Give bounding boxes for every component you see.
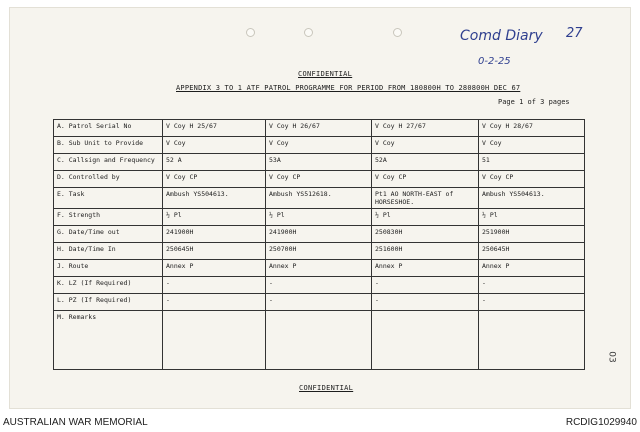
record-id: RCDIG1029940 [565, 417, 637, 428]
table-row [54, 137, 585, 154]
table-cell [266, 311, 372, 370]
page-number: Page 1 of 3 pages [498, 98, 570, 106]
table-cell: V Coy [479, 137, 585, 154]
institution-label: AUSTRALIAN WAR MEMORIAL [3, 417, 148, 428]
table-cell [163, 311, 266, 370]
classification-bottom: CONFIDENTIAL [299, 384, 354, 392]
table-cell: V Coy [163, 137, 266, 154]
table-cell: 241900H [266, 226, 372, 243]
handwritten-number: 27 [566, 26, 583, 41]
table-cell: Ambush YS504613. [479, 188, 585, 209]
punch-hole [246, 28, 255, 37]
table-cell: V Coy CP [266, 171, 372, 188]
table-cell: V Coy CP [163, 171, 266, 188]
table-row [54, 277, 585, 294]
table-cell: ½ Pl [372, 209, 479, 226]
table-cell: V Coy H 28/67 [479, 120, 585, 137]
row-label: D. Controlled by [54, 171, 163, 188]
table-cell: Annex P [163, 260, 266, 277]
table-cell: V Coy H 26/67 [266, 120, 372, 137]
table-cell: 52A [372, 154, 479, 171]
classification-top: CONFIDENTIAL [298, 70, 353, 78]
table-cell: - [479, 294, 585, 311]
table-row [54, 260, 585, 277]
row-label: F. Strength [54, 209, 163, 226]
table-cell: ½ Pl [163, 209, 266, 226]
table-cell: Pt1 AO NORTH-EAST of HORSESHOE. [372, 188, 479, 209]
table-cell: 53A [266, 154, 372, 171]
row-label: K. LZ (If Required) [54, 277, 163, 294]
handwritten-date: 0-2-25 [478, 56, 511, 67]
table-cell: 250645H [163, 243, 266, 260]
table-cell: - [163, 294, 266, 311]
table-cell: Ambush YS504613. [163, 188, 266, 209]
row-label: A. Patrol Serial No [54, 120, 163, 137]
row-label: C. Callsign and Frequency [54, 154, 163, 171]
row-label: L. PZ (If Required) [54, 294, 163, 311]
row-label: M. Remarks [54, 311, 163, 370]
row-label: J. Route [54, 260, 163, 277]
table-cell: - [372, 277, 479, 294]
punch-hole [304, 28, 313, 37]
table-cell: ½ Pl [266, 209, 372, 226]
row-label: B. Sub Unit to Provide [54, 137, 163, 154]
table-cell: - [266, 294, 372, 311]
table-cell: V Coy H 27/67 [372, 120, 479, 137]
table-cell: Annex P [479, 260, 585, 277]
handwritten-note: Comd Diary [460, 28, 543, 44]
table-cell: 250645H [479, 243, 585, 260]
table-cell [372, 311, 479, 370]
table-cell: 251900H [479, 226, 585, 243]
table-cell: 251600H [372, 243, 479, 260]
table-row [54, 154, 585, 171]
table-cell: - [479, 277, 585, 294]
table-cell: 52 A [163, 154, 266, 171]
table-cell: 250830H [372, 226, 479, 243]
table-cell: - [372, 294, 479, 311]
table-cell: ½ Pl [479, 209, 585, 226]
table-cell: V Coy [372, 137, 479, 154]
table-row [54, 188, 585, 209]
row-label: H. Date/Time In [54, 243, 163, 260]
table-row [54, 294, 585, 311]
table-row [54, 209, 585, 226]
table-cell: V Coy [266, 137, 372, 154]
patrol-table [53, 119, 585, 370]
table-row [54, 171, 585, 188]
table-cell: Annex P [372, 260, 479, 277]
table-cell: 241900H [163, 226, 266, 243]
row-label: G. Date/Time out [54, 226, 163, 243]
margin-mark: 03 [606, 351, 617, 363]
table-cell: V Coy CP [372, 171, 479, 188]
row-label: E. Task [54, 188, 163, 209]
archive-footer [0, 414, 640, 432]
table-cell: Ambush YS512618. [266, 188, 372, 209]
document-title: APPENDIX 3 TO 1 ATF PATROL PROGRAMME FOR PERIOD FROM 180800H TO 280800H DEC 67 [176, 84, 521, 92]
table-cell: 51 [479, 154, 585, 171]
table-cell: - [163, 277, 266, 294]
table-row [54, 226, 585, 243]
table-cell: Annex P [266, 260, 372, 277]
table-cell: - [266, 277, 372, 294]
table-row [54, 120, 585, 137]
table-cell: V Coy H 25/67 [163, 120, 266, 137]
table-cell: V Coy CP [479, 171, 585, 188]
table-row [54, 311, 585, 370]
table-cell: 250700H [266, 243, 372, 260]
table-cell [479, 311, 585, 370]
punch-hole [393, 28, 402, 37]
table-row [54, 243, 585, 260]
